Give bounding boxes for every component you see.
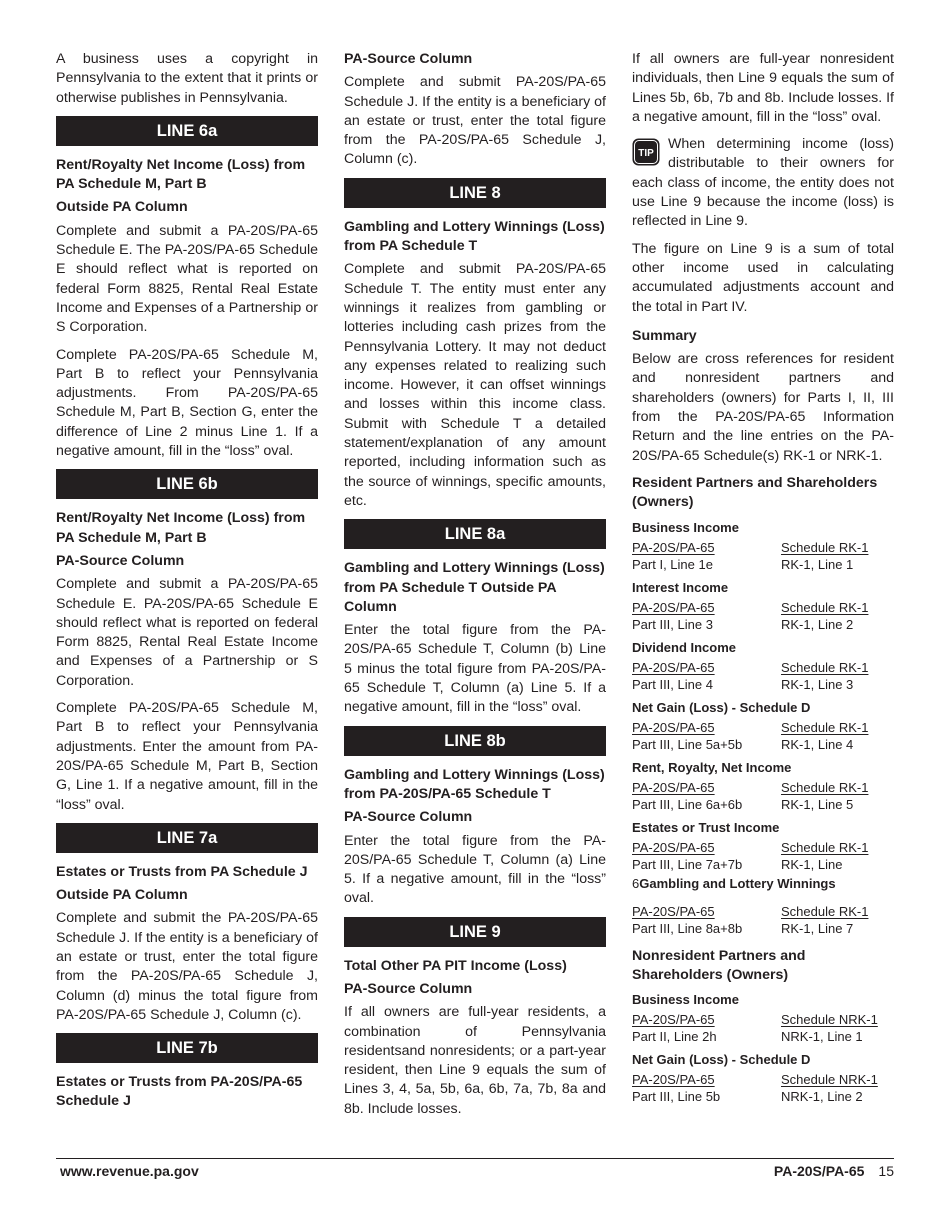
form-line: Part II, Line 2h [632,1029,717,1045]
line-9-paragraph-1: If all owners are full-year residents, a combination of Pennsylvania residentsand nonresidents; or a part-year resident, then Line 9 equals the sum of Lines 3, 4, 5a, 5b, 6a, 6b, 7a, 7b, 8a and 8b. Include losses. [344,1004,606,1117]
line-6a-subtitle: Outside PA Column [56,199,188,216]
form-heading: PA-20S/PA-65 [632,903,715,919]
schedule-line: RK-1, Line 5 [781,796,854,812]
cross-reference-category: Net Gain (Loss) - Schedule D [632,1052,811,1068]
schedule-heading: Schedule RK-1 [781,719,869,735]
schedule-reference [781,839,894,873]
line-7b-header: LINE 7b [56,1033,318,1063]
schedule-heading: Schedule NRK-1 [781,1012,878,1028]
line-8a-paragraph-1: Enter the total figure from the PA-20S/PA-65 Schedule T, Column (b) Line 5 minus the total figure from PA-20S/PA-65 Schedule T, Column (a) Line 5. If a negative amount, fill in the “loss” oval. [344,622,606,716]
line-8b-header: LINE 8b [344,726,606,756]
cross-reference-row [632,539,894,573]
cross-reference-row [632,1011,894,1045]
form-reference [632,539,781,573]
schedule-heading: Schedule RK-1 [781,539,869,555]
line-9-paragraph-2: If all owners are full-year nonresident individuals, then Line 9 equals the sum of Lines 5b, 6b, 7b and 8b. Include losses. If a negative amount, fill in the “loss” oval. [632,51,894,125]
line-6b-paragraph-1: Complete and submit a PA-20S/PA-65 Schedule E. PA-20S/PA-65 Schedule E should reflect what is reported on federal Form 8825, Rental Real Estate Income and Expenses of a Partnership or S Corporation. [56,576,318,689]
intro-paragraph: A business uses a copyright in Pennsylvania to the extent that it prints or otherwise publishes in Pennsylvania. [56,51,318,106]
cross-reference-row [632,779,894,813]
line-8a-header: LINE 8a [344,519,606,549]
form-line: Part III, Line 7a+7b [632,856,743,872]
cross-reference-category: Estates or Trust Income [632,819,780,835]
line-6a-header: LINE 6a [56,116,318,146]
form-line: Part III, Line 6a+6b [632,796,743,812]
summary-paragraph: Below are cross references for resident and nonresident partners and shareholders (owners) for Parts I, II, III from the PA-20S/PA-65 Information Return and the line entries on the PA-20S/PA-65 Schedule(s) RK-1 or NRK-1. [632,351,894,464]
schedule-reference [781,599,894,633]
line-8-header: LINE 8 [344,178,606,208]
schedule-reference [781,719,894,753]
schedule-line: RK-1, Line [781,856,843,872]
gambling-category-label [632,875,894,893]
form-heading: PA-20S/PA-65 [632,539,715,555]
line-9-paragraph-3: The figure on Line 9 is a sum of total other income used in calculating accumulated adjustments account and the total in Part IV. [632,240,894,315]
cross-reference-category: Rent, Royalty, Net Income [632,759,792,775]
form-line: Part III, Line 5b [632,1089,721,1105]
form-reference [632,719,781,753]
form-heading: PA-20S/PA-65 [632,1012,715,1028]
form-reference [632,903,781,937]
page-number: 15 [878,1163,894,1179]
line-8a-title: Gambling and Lottery Winnings (Loss) from PA Schedule T Outside PA Column [344,560,605,615]
schedule-heading: Schedule RK-1 [781,903,869,919]
schedule-reference [781,539,894,573]
form-heading: PA-20S/PA-65 [632,839,715,855]
schedule-line: RK-1, Line 3 [781,676,854,692]
tip-icon-label: TIP [638,148,654,160]
summary-title: Summary [632,327,697,344]
schedule-line: RK-1, Line 1 [781,556,854,572]
line-8-title: Gambling and Lottery Winnings (Loss) from PA Schedule T [344,218,605,255]
website-link[interactable]: www.revenue.pa.gov [60,1163,199,1179]
column-2 [344,50,606,1127]
schedule-reference [781,1071,894,1105]
line-6b-paragraph-2: Complete PA-20S/PA-65 Schedule M, Part B to reflect your Pennsylvania adjustments. Enter the amount from PA-20S/PA-65 Schedule M, Part B, Section G, Line 1. If a negative amount, fill in the “loss” oval. [56,700,318,813]
line-8b-paragraph-1: Enter the total figure from the PA-20S/PA-65 Schedule T, Column (a) Line 5. If a negative amount, fill in the “loss” oval. [344,832,606,907]
tip-icon [632,138,660,166]
form-line: Part III, Line 3 [632,616,713,632]
line-8b-title: Gambling and Lottery Winnings (Loss) from PA-20S/PA-65 Schedule T [344,766,605,802]
schedule-line: RK-1, Line 7 [781,920,854,936]
cross-reference-row [632,659,894,693]
form-name: PA-20S/PA-65 [773,1163,865,1179]
form-reference [632,1071,781,1105]
line-6b-subtitle: PA-Source Column [56,552,185,569]
cross-reference-category: Business Income [632,519,739,535]
gambling-line-number: 6 [632,875,640,891]
schedule-heading: Schedule RK-1 [781,779,869,795]
line-7a-header: LINE 7a [56,823,318,853]
schedule-line: RK-1, Line 2 [781,616,854,632]
form-line: Part I, Line 1e [632,556,713,572]
line-8b-subtitle: PA-Source Column [344,809,473,826]
line-7b-title: Estates or Trusts from PA-20S/PA-65 Schedule J [56,1074,303,1110]
page-footer [56,1158,894,1179]
cross-reference-category: Dividend Income [632,639,737,655]
line-6a-paragraph-1: Complete and submit a PA-20S/PA-65 Schedule E. The PA-20S/PA-65 Schedule E should reflect what is reported on federal Form 8825, Rental Real Estate Income and Expenses of a Partnership or S Corporation. [56,222,318,336]
column-3 [632,50,894,1109]
gambling-category-text: Gambling and Lottery Winnings [639,875,836,891]
line-9-header: LINE 9 [344,917,606,947]
line-8-paragraph-1: Complete and submit PA-20S/PA-65 Schedule T. The entity must enter any winnings it realizes from gambling or lotteries including cash prizes from the Pennsylvania Lottery. It may not deduct any expenses related to realizing such income. However, it can offset winnings and losses within this income class. Submit with Schedule T a detailed statement/explanation of any amount reported, including information such as the source of winnings, specific amounts, etc. [344,261,606,509]
line-7b-paragraph-1: Complete and submit PA-20S/PA-65 Schedule J. If the entity is a beneficiary of an estate or trust, enter the total figure from the PA-20S/PA-65 Schedule J, Column (c). [344,74,606,168]
schedule-reference [781,903,894,937]
form-heading: PA-20S/PA-65 [632,659,715,675]
schedule-reference [781,779,894,813]
form-line: Part III, Line 4 [632,676,713,692]
schedule-line: NRK-1, Line 2 [781,1089,863,1105]
schedule-line: NRK-1, Line 1 [781,1029,863,1045]
form-line: Part III, Line 8a+8b [632,920,743,936]
line-7a-subtitle: Outside PA Column [56,887,188,904]
cross-reference-row [632,903,894,937]
column-1 [56,50,318,1116]
schedule-line: RK-1, Line 4 [781,736,854,752]
form-heading: PA-20S/PA-65 [632,779,715,795]
cross-reference-row [632,1071,894,1105]
schedule-heading: Schedule RK-1 [781,599,869,615]
schedule-heading: Schedule RK-1 [781,659,869,675]
form-heading: PA-20S/PA-65 [632,719,715,735]
tip-text: When determining income (loss) distributable to their owners for each class of income, the entity does not use Line 9 because the income (loss) is reflected in Line 9. [632,136,894,230]
line-7a-paragraph-1: Complete and submit the PA-20S/PA-65 Schedule J. If the entity is a beneficiary of an estate or trust, enter the total figure from the PA-20S/PA-65 Schedule J, Column (d) minus the total figure from PA-20S/PA-65 Schedule J, Column (c). [56,910,318,1023]
form-reference [632,779,781,813]
schedule-heading: Schedule RK-1 [781,839,869,855]
schedule-reference [781,1011,894,1045]
form-heading: PA-20S/PA-65 [632,599,715,615]
form-heading: PA-20S/PA-65 [632,1072,715,1088]
nonresident-owners-title: Nonresident Partners and Shareholders (Owners) [632,947,806,983]
resident-owners-title: Resident Partners and Shareholders (Owners) [632,474,878,511]
cross-reference-row [632,599,894,633]
cross-reference-row [632,839,894,873]
line-9-subtitle: PA-Source Column [344,980,473,997]
schedule-heading: Schedule NRK-1 [781,1072,878,1088]
line-6a-title: Rent/Royalty Net Income (Loss) from PA Schedule M, Part B [56,156,306,193]
footer-form-page [774,1163,894,1179]
schedule-reference [781,659,894,693]
resident-cross-reference-list [632,519,894,873]
line-9-title: Total Other PA PIT Income (Loss) [344,957,567,974]
tip-box [632,135,894,239]
line-6a-paragraph-2: Complete PA-20S/PA-65 Schedule M, Part B to reflect your Pennsylvania adjustments. From PA-20S/PA-65 Schedule M, Part B, Section G, enter the difference of Line 2 minus Line 1. If a negative amount, fill in the “loss” oval. [56,346,318,460]
cross-reference-row [632,719,894,753]
form-reference [632,599,781,633]
form-reference [632,659,781,693]
line-7a-title: Estates or Trusts from PA Schedule J [56,863,308,880]
cross-reference-category: Interest Income [632,579,729,595]
cross-reference-category: Net Gain (Loss) - Schedule D [632,699,811,715]
line-6b-title: Rent/Royalty Net Income (Loss) from PA Schedule M, Part B [56,510,306,546]
cross-reference-category: Business Income [632,992,739,1008]
line-6b-header: LINE 6b [56,469,318,499]
form-reference [632,1011,781,1045]
nonresident-cross-reference-list [632,991,894,1105]
form-line: Part III, Line 5a+5b [632,736,743,752]
form-reference [632,839,781,873]
line-7b-subtitle: PA-Source Column [344,51,473,67]
